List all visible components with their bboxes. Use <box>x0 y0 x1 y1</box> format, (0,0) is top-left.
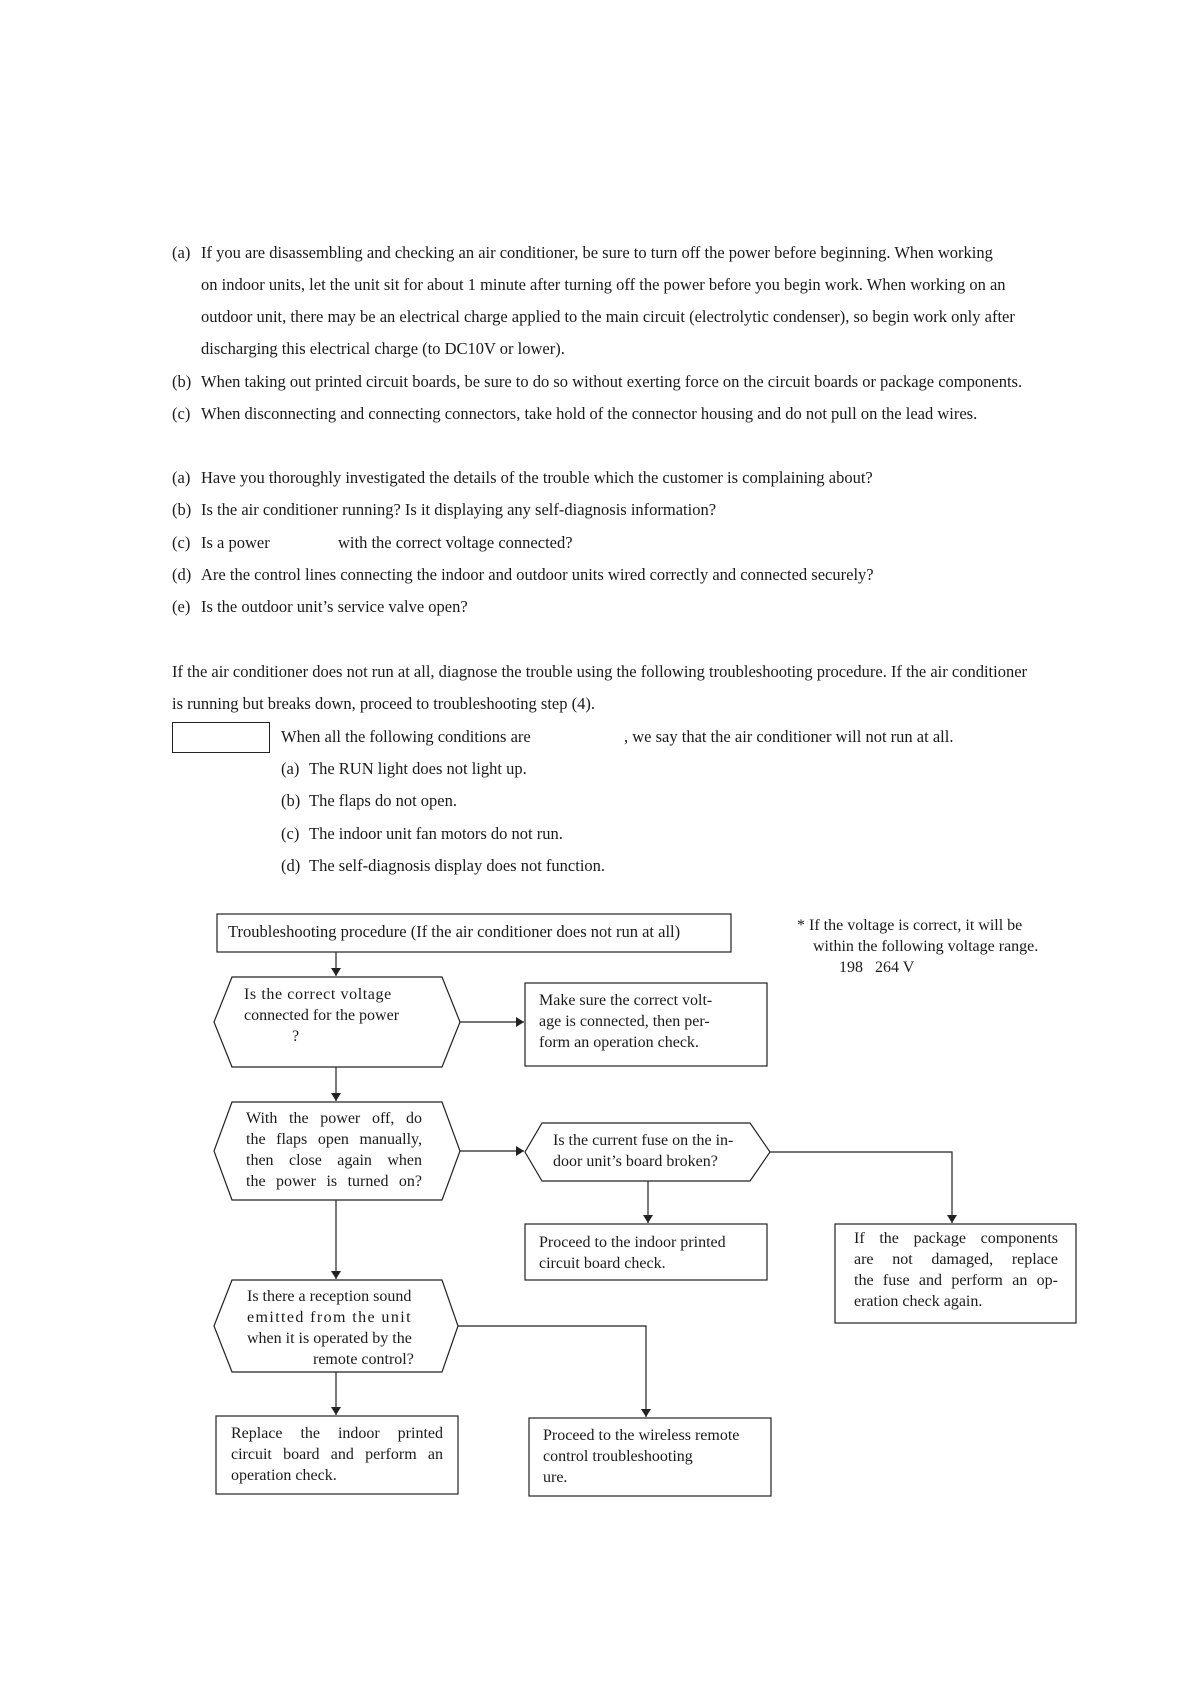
flow-a5-line-2: circuit board and perform an <box>231 1446 443 1463</box>
flow-q4-line-4: remote control? <box>313 1351 414 1368</box>
flow-a1-line-2: age is connected, then per- <box>539 1013 710 1030</box>
flow-q2-text <box>246 1108 422 1192</box>
precaution-b-label: (b) <box>172 372 192 391</box>
flow-q1-text <box>244 984 399 1047</box>
flow-a4-line-1: If the package components <box>854 1230 1058 1247</box>
flow-a4-line-2: are not damaged, replace <box>854 1251 1058 1268</box>
flow-q2-line-3: then close again when <box>246 1152 422 1169</box>
flow-q2-line-2: the flaps open manually, <box>246 1131 422 1148</box>
check-c-label: (c) <box>172 533 191 552</box>
precaution-a-line-2: on indoor units, let the unit sit for about 1 minute after turning off the power before you begin work. When working on an <box>201 275 1006 294</box>
voltage-range-high: 264 V <box>875 959 915 976</box>
flow-arrow-q4-a6 <box>458 1326 646 1417</box>
precaution-a-line-4: discharging this electrical charge (to DC10V or lower). <box>201 339 565 358</box>
condition-a-label: (a) <box>281 759 300 778</box>
flow-q1-line-2: connected for the power <box>244 1007 400 1024</box>
check-c-text-a: Is a power <box>201 533 270 552</box>
precaution-c-label: (c) <box>172 404 191 423</box>
check-c-text-b: with the correct voltage connected? <box>338 533 573 552</box>
condition-d-text: The self-diagnosis display does not function. <box>309 856 606 875</box>
flow-a3-line-2: circuit board check. <box>539 1255 666 1272</box>
precaution-a-label: (a) <box>172 243 191 262</box>
check-d-text: Are the control lines connecting the indoor and outdoor units wired correctly and connected securely? <box>201 565 874 584</box>
voltage-note-line-2: within the following voltage range. <box>813 938 1039 955</box>
flow-q2-line-4: the power is turned on? <box>246 1173 422 1190</box>
condition-b-label: (b) <box>281 791 301 810</box>
voltage-note <box>797 915 1038 978</box>
flow-a1-text <box>539 990 712 1053</box>
flow-a1-line-1: Make sure the correct volt- <box>539 992 713 1009</box>
check-b-label: (b) <box>172 500 192 519</box>
intro-conditions-tail: , we say that the air conditioner will not run at all. <box>624 727 954 746</box>
flow-q3-text <box>553 1130 733 1172</box>
flow-title-text: Troubleshooting procedure (If the air conditioner does not run at all) <box>228 922 681 941</box>
condition-c-text: The indoor unit fan motors do not run. <box>309 824 563 843</box>
flow-a5-line-1: Replace the indoor printed <box>231 1425 443 1442</box>
intro-line-1: If the air conditioner does not run at all, diagnose the trouble using the following troubleshooting procedure. If the air conditioner <box>172 662 1028 681</box>
check-b-text: Is the air conditioner running? Is it displaying any self-diagnosis information? <box>201 500 717 519</box>
condition-a-text: The RUN light does not light up. <box>309 759 527 778</box>
intro-line-2: is running but breaks down, proceed to troubleshooting step (4). <box>172 694 595 713</box>
intro-conditions-lead: When all the following conditions are <box>281 727 531 746</box>
voltage-note-line-1: * If the voltage is correct, it will be <box>797 917 1023 934</box>
check-e-text: Is the outdoor unit’s service valve open? <box>201 597 468 616</box>
precaution-c-text: When disconnecting and connecting connectors, take hold of the connector housing and do not pull on the lead wires. <box>201 404 978 423</box>
condition-d-label: (d) <box>281 856 301 875</box>
precaution-a-line-3: outdoor unit, there may be an electrical charge applied to the main circuit (electrolytic condenser), so begin work only after <box>201 307 1015 326</box>
flow-q3-line-2: door unit’s board broken? <box>553 1153 718 1170</box>
check-d-label: (d) <box>172 565 192 584</box>
condition-b-text: The flaps do not open. <box>309 791 458 810</box>
flow-q4-text <box>247 1286 414 1370</box>
flow-a1-line-3: form an operation check. <box>539 1034 699 1051</box>
flow-a3-text <box>539 1232 726 1274</box>
flow-a5-text <box>231 1423 443 1486</box>
precaution-a-line-1: If you are disassembling and checking an air conditioner, be sure to turn off the power before beginning. When working <box>201 243 993 262</box>
voltage-note-range <box>797 957 1038 978</box>
flow-a6-line-1: Proceed to the wireless remote <box>543 1427 740 1444</box>
flow-a6-line-3: ure. <box>543 1469 568 1486</box>
flow-q3-line-1: Is the current fuse on the in- <box>553 1132 734 1149</box>
flow-a5-line-3: operation check. <box>231 1467 337 1484</box>
flow-q2-line-1: With the power off, do <box>246 1110 422 1127</box>
flow-a4-line-3: the fuse and perform an op- <box>854 1272 1058 1289</box>
flow-a6-line-2: control troubleshooting <box>543 1448 693 1465</box>
flow-a3-line-1: Proceed to the indoor printed <box>539 1234 726 1251</box>
flow-a4-text <box>854 1228 1058 1312</box>
flow-a4-line-4: eration check again. <box>854 1293 983 1310</box>
flow-q4-line-1: Is there a reception sound <box>247 1288 412 1305</box>
voltage-range-low: 198 <box>839 959 863 976</box>
condition-c-label: (c) <box>281 824 300 843</box>
flow-arrow-q3-a4 <box>770 1152 952 1223</box>
check-a-label: (a) <box>172 468 191 487</box>
flow-q4-line-2: emitted from the unit <box>247 1309 412 1326</box>
flow-a6-text <box>543 1425 739 1488</box>
flow-q4-line-3: when it is operated by the <box>247 1330 412 1347</box>
flow-q1-line-1: Is the correct voltage <box>244 986 392 1003</box>
check-e-label: (e) <box>172 597 191 616</box>
check-a-text: Have you thoroughly investigated the details of the trouble which the customer is complaining about? <box>201 468 873 487</box>
precaution-b-text: When taking out printed circuit boards, be sure to do so without exerting force on the circuit boards or package components. <box>201 372 1023 391</box>
flow-q1-line-3: ? <box>292 1028 300 1045</box>
